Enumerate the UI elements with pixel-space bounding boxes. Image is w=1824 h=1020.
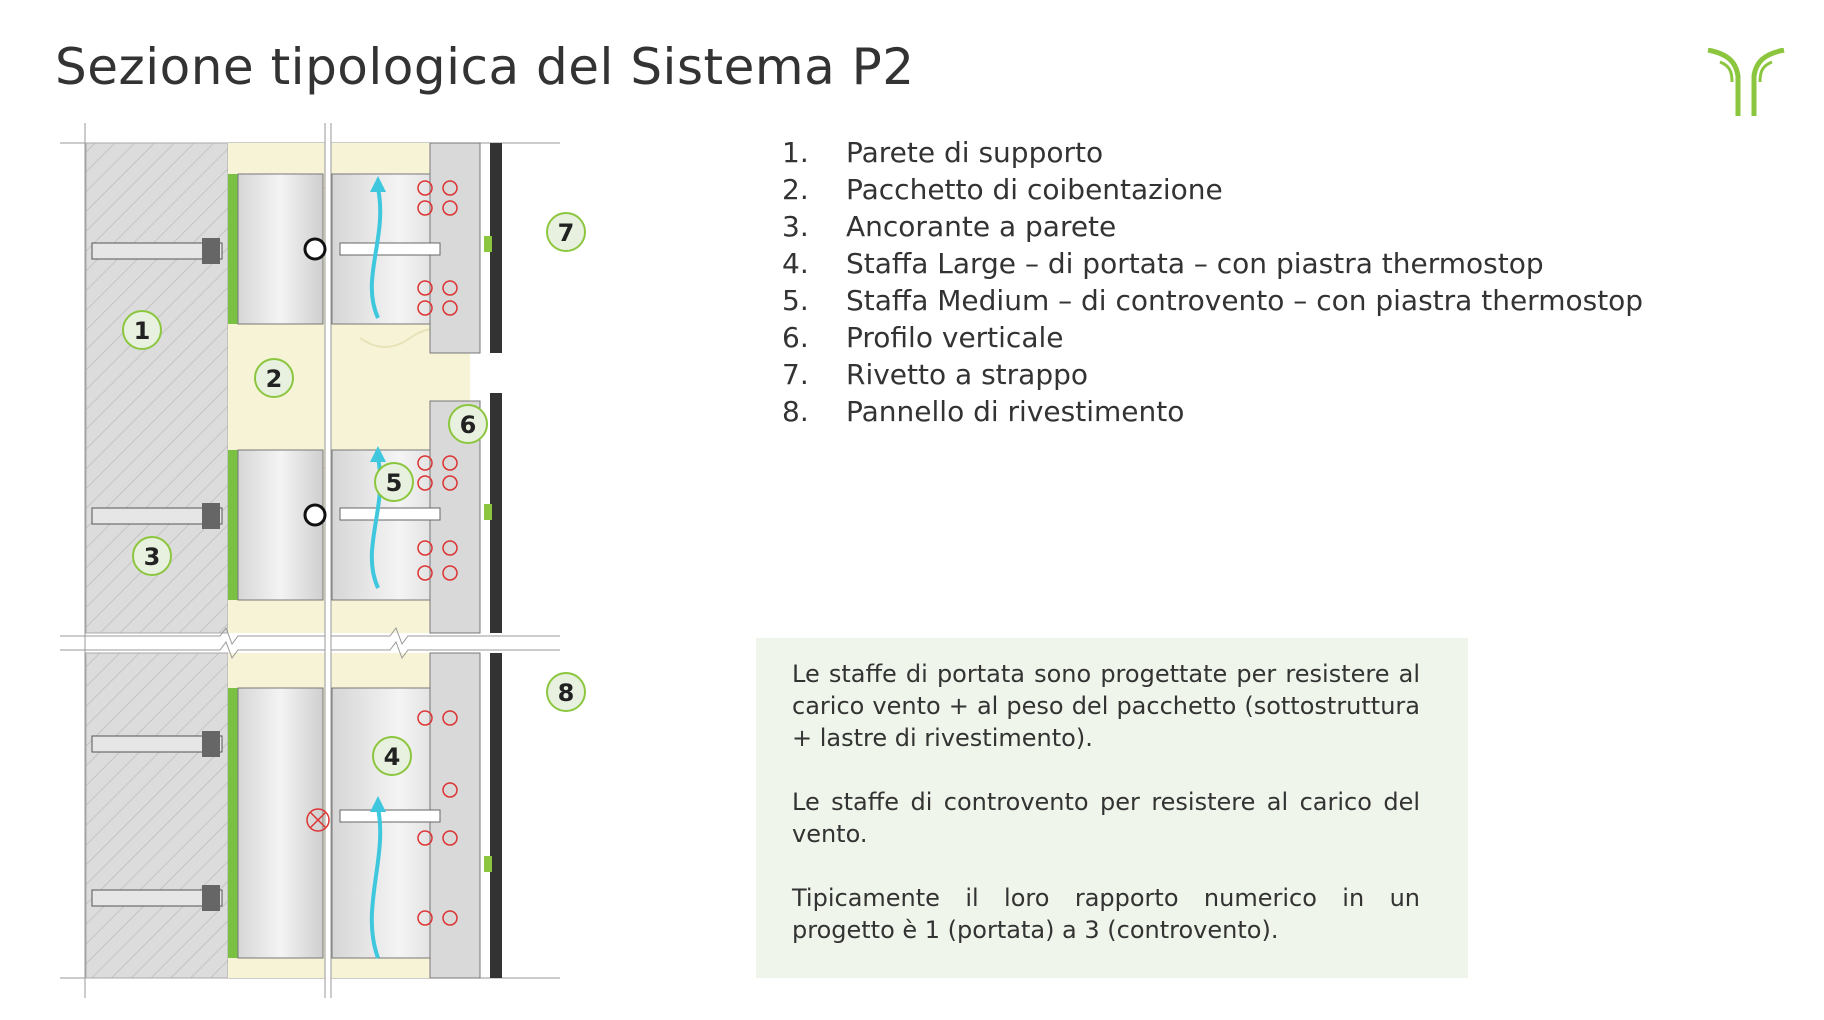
svg-text:1: 1 <box>133 317 151 345</box>
legend-item: 2. Pacchetto di coibentazione <box>782 173 1223 206</box>
page-title: Sezione tipologica del Sistema P2 <box>55 38 915 96</box>
svg-text:6: 6 <box>459 411 477 439</box>
section-diagram <box>60 118 620 1008</box>
callout-5 <box>375 463 413 501</box>
callout-8 <box>547 673 585 711</box>
svg-text:5: 5 <box>385 469 403 497</box>
legend-item: 7. Rivetto a strappo <box>782 358 1088 391</box>
callout-7 <box>547 213 585 251</box>
svg-text:8: 8 <box>557 679 575 707</box>
brand-logo-icon <box>1706 48 1786 120</box>
legend-item: 8. Pannello di rivestimento <box>782 395 1185 428</box>
legend-item: 5. Staffa Medium – di controvento – con piastra thermostop <box>782 284 1644 317</box>
svg-text:2: 2 <box>265 365 283 393</box>
legend-item: 4. Staffa Large – di portata – con piastra thermostop <box>782 247 1544 280</box>
legend-item: 1. Parete di supporto <box>782 136 1104 169</box>
callout-3 <box>133 537 171 575</box>
info-note-box <box>756 638 1468 978</box>
callout-2 <box>255 359 293 397</box>
callout-1 <box>123 311 161 349</box>
svg-text:3: 3 <box>143 543 161 571</box>
legend-item: 6. Profilo verticale <box>782 321 1064 354</box>
callout-4 <box>373 737 411 775</box>
legend-item: 3. Ancorante a parete <box>782 210 1117 243</box>
component-legend <box>780 134 1643 430</box>
svg-text:7: 7 <box>557 219 575 247</box>
callout-6 <box>449 405 487 443</box>
note-paragraph-controvento: Le staffe di controvento per resistere al carico del vento. <box>792 788 1420 848</box>
svg-text:4: 4 <box>383 743 401 771</box>
note-paragraph-portata: Le staffe di portata sono progettate per resistere al carico vento + al peso del pacchetto (sottostruttura + lastre di rivestimento). <box>792 660 1420 752</box>
note-paragraph-ratio: Tipicamente il loro rapporto numerico in un progetto è 1 (portata) a 3 (controvento). <box>792 884 1420 944</box>
